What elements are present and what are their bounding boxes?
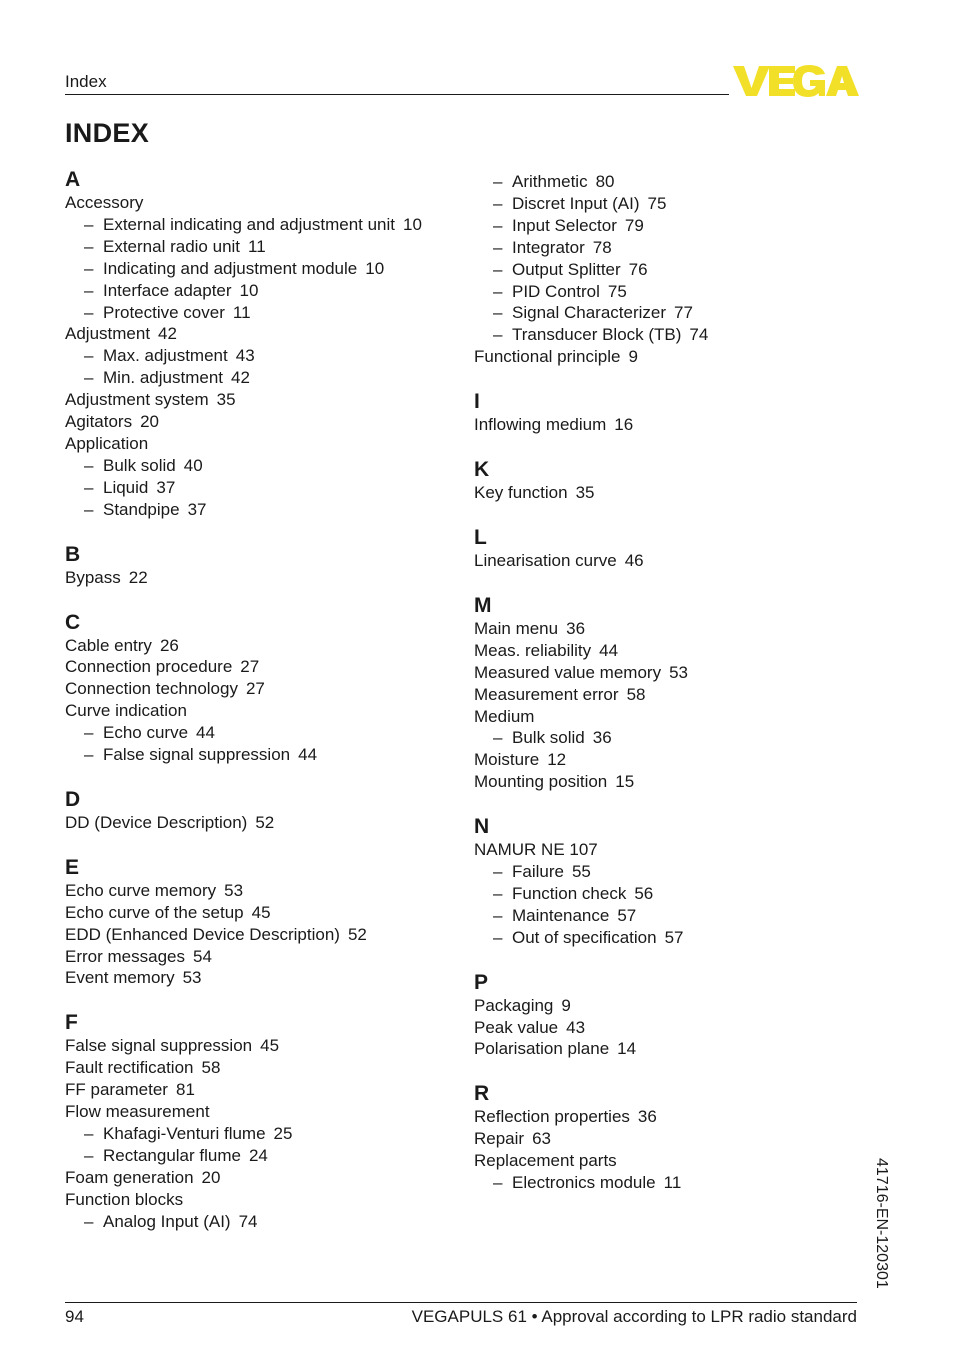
index-entry [474,771,874,793]
index-entry [65,323,465,345]
entry-term: Input Selector [512,215,617,235]
index-subentry [474,171,874,193]
index-entry [474,1150,874,1172]
entry-page-number: 10 [403,214,422,234]
index-subentry [474,302,874,324]
index-entry [65,1035,465,1057]
index-entry [474,640,874,662]
entry-page-number: 27 [240,657,260,677]
entry-term: EDD (Enhanced Device Description) [65,924,340,944]
entry-page-number: 58 [626,684,646,704]
dash-bullet: – [493,728,503,748]
index-entry [65,678,465,700]
entry-page-number: 79 [624,215,644,235]
entry-page-number: 52 [255,812,275,832]
entry-term: Function check [512,883,627,903]
section-letter: A [65,168,81,191]
entry-page-number: 22 [128,567,148,587]
index-subentry [474,1172,874,1194]
index-entry [65,635,465,657]
index-section [65,543,465,589]
index-entry [474,1017,874,1039]
index-section [474,171,874,368]
entry-page-number: 75 [607,281,627,301]
dash-bullet: – [84,1124,94,1143]
index-subentry [65,1123,465,1145]
index-subentry [65,302,465,324]
entry-term: Adjustment [65,324,151,344]
dash-bullet: – [84,1145,94,1165]
entry-term: Main menu [474,618,559,638]
header-label: Index [65,72,107,91]
index-entry [474,995,874,1017]
entry-page-number: 9 [561,995,571,1015]
entry-page-number: 11 [232,302,251,322]
entry-page-number: 10 [239,280,259,300]
dash-bullet: – [493,259,503,279]
section-letter: B [65,542,81,566]
entry-page-number: 53 [669,662,688,682]
index-column-right [474,168,874,1216]
entry-term: Linearisation curve [474,550,617,570]
index-entry [65,812,465,834]
index-subentry [474,193,874,215]
entry-term: Khafagi-Venturi flume [103,1124,266,1143]
entry-term: Reflection properties [474,1107,630,1127]
dash-bullet: – [84,280,94,300]
entry-term: Electronics module [512,1173,656,1193]
index-entry [474,706,874,728]
section-letter: E [65,855,80,879]
entry-page-number: 45 [260,1036,280,1056]
entry-term: External radio unit [103,236,241,256]
entry-term: External indicating and adjustment unit [103,214,396,234]
entry-term: Foam generation [65,1167,194,1187]
entry-term: Integrator [512,237,585,257]
entry-page-number: 44 [196,723,215,743]
entry-page-number: 26 [159,635,179,655]
entry-page-number: 37 [156,477,176,497]
entry-page-number: 53 [224,880,244,900]
entry-term: Moisture [474,750,540,770]
index-subentry [65,455,465,477]
entry-term: Curve indication [65,701,187,721]
index-entry [474,749,874,771]
dash-bullet: – [84,499,94,519]
section-letter: N [474,815,490,839]
entry-page-number: 77 [674,303,693,323]
index-entry [65,567,465,589]
index-section [474,458,874,504]
entry-page-number: 76 [628,259,648,279]
dash-bullet: – [493,927,503,947]
entry-term: Measured value memory [474,662,662,682]
entry-term: Min. adjustment [103,368,223,388]
entry-term: Measurement error [474,684,619,704]
index-subentry [65,722,465,744]
entry-term: Inflowing medium [474,415,607,435]
entry-page-number: 44 [298,745,318,765]
dash-bullet: – [84,236,94,256]
index-section [474,815,874,949]
index-entry [65,1057,465,1079]
dash-bullet: – [84,477,94,497]
index-subentry [65,1211,465,1233]
index-entry [65,389,465,411]
index-entry [474,346,874,368]
entry-page-number: 37 [187,499,207,519]
entry-term: Bypass [65,567,121,587]
entry-term: Signal Characterizer [512,303,667,323]
entry-page-number: 46 [624,550,644,570]
index-subentry [65,477,465,499]
dash-bullet: – [84,1211,94,1231]
index-subentry [474,727,874,749]
index-entry [474,662,874,684]
index-entry [65,192,465,214]
entry-page-number: 43 [566,1017,586,1037]
index-section [65,1011,465,1232]
index-entry [65,946,465,968]
index-section [474,1082,874,1194]
entry-term: Cable entry [65,635,152,655]
entry-page-number: 80 [595,172,615,191]
entry-term: Connection procedure [65,657,233,677]
index-subentry [65,258,465,280]
dash-bullet: – [493,325,503,345]
document-code: 41716-EN-120301 [873,1158,890,1289]
index-section [474,526,874,572]
dash-bullet: – [493,237,503,257]
entry-term: Agitators [65,412,133,432]
dash-bullet: – [493,883,503,903]
entry-term: False signal suppression [65,1036,253,1056]
index-subentry [474,905,874,927]
dash-bullet: – [84,258,94,278]
entry-term: NAMUR NE 107 [474,840,598,860]
dash-bullet: – [84,346,94,366]
entry-term: Medium [474,706,535,726]
index-subentry [65,214,465,236]
index-entry [65,656,465,678]
section-letter: M [474,593,492,617]
entry-page-number: 75 [647,193,667,213]
entry-term: Echo curve of the setup [65,902,244,922]
entry-term: Error messages [65,946,185,966]
index-entry [65,967,465,989]
vega-logo [733,62,859,100]
index-entry [65,880,465,902]
index-entry [65,902,465,924]
entry-term: Failure [512,862,564,882]
entry-term: Echo curve memory [65,880,217,900]
dash-bullet: – [493,1173,503,1193]
page-title: INDEX [65,118,150,148]
entry-term: Maintenance [512,905,610,925]
entry-term: Event memory [65,968,175,988]
entry-term: FF parameter [65,1080,168,1100]
entry-page-number: 11 [663,1173,682,1193]
section-letter: K [474,458,490,482]
dash-bullet: – [84,302,94,322]
dash-bullet: – [84,368,94,388]
entry-term: Connection technology [65,679,238,699]
index-subentry [65,236,465,258]
index-entry [474,684,874,706]
entry-page-number: 52 [347,924,367,944]
entry-term: Indicating and adjustment module [103,258,358,278]
entry-page-number: 36 [566,618,586,638]
index-section [65,611,465,766]
entry-page-number: 56 [634,883,654,903]
entry-page-number: 24 [248,1145,268,1165]
entry-page-number: 14 [617,1039,637,1059]
dash-bullet: – [493,905,503,925]
entry-term: Interface adapter [103,280,232,300]
dash-bullet: – [493,303,503,323]
entry-term: Meas. reliability [474,640,592,660]
index-subentry [65,499,465,521]
entry-page-number: 15 [615,772,635,792]
index-entry [474,839,874,861]
entry-term: Function blocks [65,1189,184,1209]
index-entry [474,482,874,504]
footer-page-number: 94 [65,1307,84,1326]
entry-term: Repair [474,1129,525,1149]
index-entry [65,700,465,722]
index-entry [65,1079,465,1101]
entry-page-number: 20 [140,412,160,432]
entry-term: Functional principle [474,347,621,367]
entry-page-number: 74 [238,1211,258,1231]
entry-page-number: 9 [628,347,638,367]
index-entry [474,1038,874,1060]
section-letter: R [474,1082,490,1106]
section-letter: D [65,787,81,811]
index-subentry [474,215,874,237]
entry-page-number: 53 [182,968,202,988]
entry-term: Liquid [103,477,149,497]
entry-term: Adjustment system [65,390,209,410]
entry-term: Out of specification [512,927,657,947]
section-letter: P [474,970,489,994]
entry-term: Bulk solid [512,728,585,748]
entry-term: Rectangular flume [103,1145,241,1165]
entry-term: Peak value [474,1017,559,1037]
index-subentry [65,280,465,302]
entry-term: Replacement parts [474,1151,617,1171]
dash-bullet: – [493,862,503,882]
entry-term: PID Control [512,281,600,301]
dash-bullet: – [493,215,503,235]
index-subentry [474,259,874,281]
entry-term: Application [65,433,149,453]
entry-term: Bulk solid [103,455,176,475]
dash-bullet: – [493,281,503,301]
entry-page-number: 42 [158,324,177,344]
index-entry [65,411,465,433]
entry-term: Key function [474,483,568,503]
entry-page-number: 57 [617,905,637,925]
entry-term: Analog Input (AI) [103,1211,231,1231]
section-letter: C [65,610,81,634]
footer-divider [65,1302,857,1303]
entry-page-number: 35 [216,390,236,410]
entry-page-number: 44 [599,640,619,660]
entry-page-number: 57 [664,927,684,947]
entry-page-number: 27 [245,679,265,699]
entry-page-number: 36 [637,1107,657,1127]
index-section [474,971,874,1061]
index-entry [65,433,465,455]
entry-term: Protective cover [103,302,225,322]
entry-term: False signal suppression [103,745,291,765]
entry-term: Output Splitter [512,259,621,279]
entry-term: Standpipe [103,499,180,519]
index-entry [65,1101,465,1123]
index-section [65,856,465,990]
index-subentry [65,744,465,766]
entry-page-number: 12 [547,750,567,770]
index-subentry [65,345,465,367]
footer-document-title: VEGAPULS 61 • Approval according to LPR radio standard [411,1307,857,1326]
index-subentry [474,237,874,259]
entry-page-number: 10 [365,258,385,278]
entry-page-number: 58 [201,1058,221,1078]
index-section [65,788,465,834]
entry-term: Echo curve [103,723,189,743]
entry-term: Fault rectification [65,1058,194,1078]
index-entry [474,618,874,640]
entry-page-number: 11 [248,236,266,256]
logo-wordmark [733,65,859,97]
entry-page-number: 63 [532,1129,552,1149]
entry-term: Arithmetic [512,172,588,191]
section-letter: I [474,390,480,414]
index-column-left [65,168,465,1255]
entry-page-number: 43 [235,346,255,366]
entry-page-number: 20 [201,1167,221,1187]
index-section [65,168,465,521]
entry-page-number: 42 [231,368,250,388]
dash-bullet: – [493,172,503,191]
entry-page-number: 45 [251,902,271,922]
entry-page-number: 25 [273,1124,293,1143]
entry-term: Transducer Block (TB) [512,325,682,345]
entry-term: DD (Device Description) [65,812,248,832]
index-section [474,390,874,436]
index-subentry [474,861,874,883]
dash-bullet: – [84,745,94,765]
index-entry [65,924,465,946]
entry-term: Discret Input (AI) [512,193,640,213]
index-section [474,594,874,793]
entry-page-number: 55 [571,862,591,882]
entry-page-number: 40 [183,455,203,475]
entry-page-number: 16 [614,415,634,435]
entry-page-number: 35 [575,483,595,503]
index-subentry [65,367,465,389]
entry-term: Mounting position [474,772,608,792]
entry-page-number: 81 [175,1080,195,1100]
index-entry [65,1167,465,1189]
entry-term: Accessory [65,193,144,212]
index-subentry [474,883,874,905]
entry-page-number: 36 [592,728,612,748]
index-subentry [474,281,874,303]
section-letter: L [474,525,487,549]
entry-term: Flow measurement [65,1102,210,1122]
dash-bullet: – [84,723,94,743]
index-entry [474,1128,874,1150]
entry-term: Polarisation plane [474,1039,610,1059]
dash-bullet: – [84,455,94,475]
dash-bullet: – [84,214,94,234]
entry-page-number: 54 [192,946,212,966]
entry-term: Packaging [474,995,554,1015]
section-letter: F [65,1011,78,1035]
entry-page-number: 78 [592,237,612,257]
index-subentry [474,927,874,949]
index-entry [474,550,874,572]
entry-term: Max. adjustment [103,346,228,366]
index-subentry [474,324,874,346]
dash-bullet: – [493,193,503,213]
header-divider [65,94,729,95]
index-entry [474,414,874,436]
index-entry [474,1106,874,1128]
entry-page-number: 74 [689,325,709,345]
index-entry [65,1189,465,1211]
index-subentry [65,1145,465,1167]
